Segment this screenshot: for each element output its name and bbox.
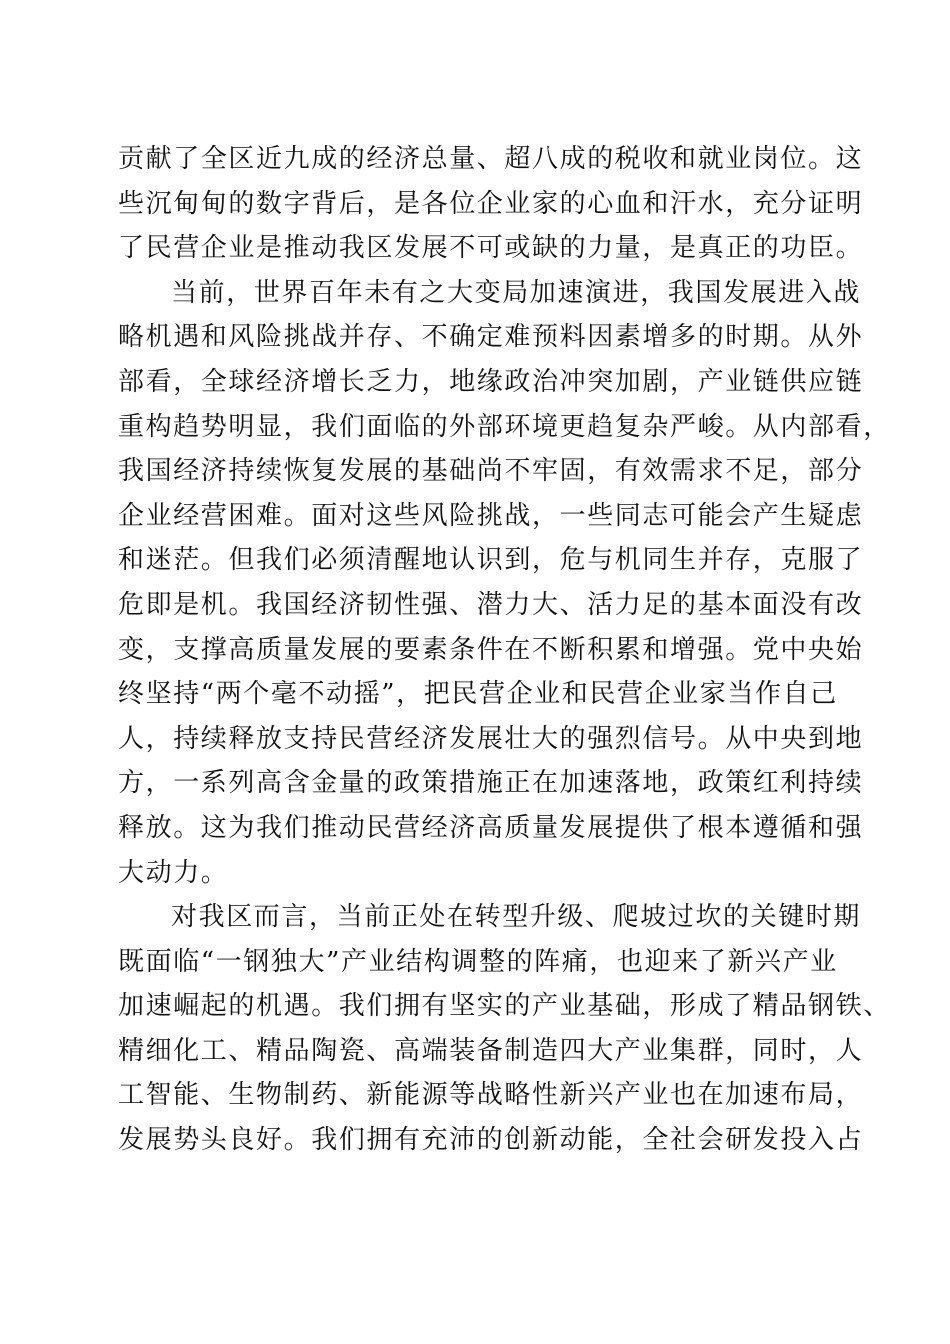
text-line: 我国经济持续恢复发展的基础尚不牢固，有效需求不足，部分 — [118, 456, 864, 487]
paragraph-start-line: 当前，世界百年未有之大变局加速演进，我国发展进入战 — [171, 277, 862, 308]
text-line: 企业经营困难。面对这些风险挑战，一些同志可能会产生疑虑 — [118, 500, 864, 531]
text-line: 加速崛起的机遇。我们拥有坚实的产业基础，形成了精品钢铁、 — [118, 991, 891, 1022]
text-line: 方，一系列高含金量的政策措施正在加速落地，政策红利持续 — [118, 768, 864, 799]
text-line: 贡献了全区近九成的经济总量、超八成的税收和就业岗位。这 — [118, 144, 864, 174]
text-line: 了民营企业是推动我区发展不可或缺的力量，是真正的功臣。 — [118, 233, 864, 264]
text-line: 释放。这为我们推动民营经济高质量发展提供了根本遵循和强 — [118, 812, 864, 843]
body-text — [118, 137, 891, 1163]
text-line: 和迷茫。但我们必须清醒地认识到，危与机同生并存，克服了 — [118, 545, 864, 576]
text-line: 些沉甸甸的数字背后，是各位企业家的心血和汗水，充分证明 — [118, 188, 864, 219]
text-line: 精细化工、精品陶瓷、高端装备制造四大产业集群，同时，人 — [118, 1035, 864, 1066]
text-line: 发展势头良好。我们拥有充沛的创新动能，全社会研发投入占 — [118, 1125, 864, 1156]
text-line: 大动力。 — [118, 857, 229, 888]
paragraph-start-line: 对我区而言，当前正处在转型升级、爬坡过坎的关键时期 — [171, 902, 862, 933]
text-line: 终坚持“两个毫不动摇”，把民营企业和民营企业家当作自己 — [118, 679, 838, 710]
text-line: 既面临“一钢独大”产业结构调整的阵痛，也迎来了新兴产业 — [118, 946, 838, 977]
text-line: 部看，全球经济增长乏力，地缘政治冲突加剧，产业链供应链 — [118, 366, 864, 397]
text-line: 危即是机。我国经济韧性强、潜力大、活力足的基本面没有改 — [118, 589, 864, 620]
text-line: 变，支撑高质量发展的要素条件在不断积累和增强。党中央始 — [118, 634, 864, 665]
text-line: 重构趋势明显，我们面临的外部环境更趋复杂严峻。从内部看， — [118, 411, 891, 442]
text-line: 人，持续释放支持民营经济发展壮大的强烈信号。从中央到地 — [118, 723, 864, 754]
text-line: 工智能、生物制药、新能源等战略性新兴产业也在加速布局， — [118, 1080, 864, 1111]
text-line: 略机遇和风险挑战并存、不确定难预料因素增多的时期。从外 — [118, 322, 864, 353]
